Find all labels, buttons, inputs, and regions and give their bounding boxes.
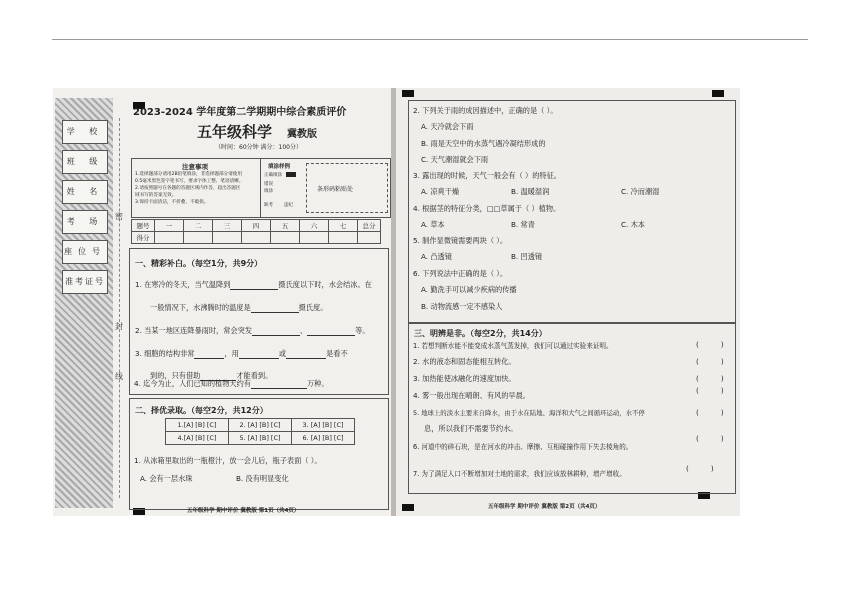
choice-option: A. 凉爽干燥 bbox=[421, 187, 460, 196]
judge-item-1: 1. 若想判断水能不能变成水蒸气蒸发掉，我们可以通过实验来证明。 bbox=[413, 342, 613, 350]
registration-mark bbox=[402, 504, 414, 511]
answer-choice-cell[interactable]: 6. [A] [B] [C] bbox=[292, 432, 355, 445]
fill-example-violation: 违纪 bbox=[284, 203, 293, 208]
seal-char-mi: 密 bbox=[115, 212, 123, 221]
judge-paren[interactable]: ( ) bbox=[686, 464, 714, 473]
choice-question-1: 1. 从冰箱里取出的一瓶橙汁，放一会儿后，瓶子表面（ ）。 bbox=[134, 456, 322, 465]
score-header-cell: 一 bbox=[155, 220, 184, 232]
fill-example-title: 填涂样例 bbox=[268, 164, 291, 170]
judge-item-6: 6. 河道中的碎石块，是在河水的冲击、摩擦、互相碰撞作用下失去棱角的。 bbox=[413, 443, 633, 451]
fill-question-3-cont: 到的，只有借助 才能看到。 bbox=[150, 371, 273, 380]
fill-example-correct: 正确填涂 bbox=[264, 173, 282, 178]
score-header-cell: 六 bbox=[300, 220, 329, 232]
score-header-cell: 题号 bbox=[132, 220, 155, 232]
judge-item-2: 2. 水的液态和固态能相互转化。 bbox=[413, 357, 516, 366]
judge-item-4: 4. 雾一般出现在晴朗、有风的早晨。 bbox=[413, 391, 530, 400]
judge-item-3: 3. 加热能使冰融化的速度加快。 bbox=[413, 374, 516, 383]
exam-header-title: 2023-2024 学年度第二学期期中综合素质评价 bbox=[133, 107, 347, 118]
score-header-cell: 总分 bbox=[358, 220, 381, 232]
top-divider-line bbox=[52, 39, 808, 40]
judge-item-5-cont: 息，所以我们不需要节约水。 bbox=[424, 424, 518, 433]
school-label: 学 校 bbox=[62, 120, 108, 144]
ticket-number-label: 准考证号 bbox=[62, 270, 108, 294]
time-score-info: （时间：60分钟 满分：100分） bbox=[215, 144, 302, 151]
fill-example-absent: 缺考 bbox=[264, 203, 273, 208]
judge-paren[interactable]: ( ) bbox=[696, 434, 724, 443]
notice-line: 域书写的答案无效。 bbox=[135, 193, 177, 198]
fill-question-3: 3. 细胞的结构非常 ，用 或 是看不 bbox=[135, 349, 348, 358]
score-cell[interactable] bbox=[213, 232, 242, 244]
answer-blank[interactable] bbox=[230, 280, 278, 290]
score-cell[interactable] bbox=[184, 232, 213, 244]
choice-option: B. 雨是天空中的水蒸气遇冷凝结形成的 bbox=[421, 139, 546, 148]
fill-example-wrong: 错误 bbox=[264, 182, 273, 187]
filled-box-sample bbox=[286, 172, 296, 177]
choice-option: B. 动物流感一定不感染人 bbox=[421, 302, 503, 311]
answer-choice-cell[interactable]: 5. [A] [B] [C] bbox=[229, 432, 292, 445]
subject-title: 五年级科学 bbox=[197, 123, 273, 141]
answer-blank[interactable] bbox=[307, 326, 355, 336]
exam-page-2 bbox=[396, 88, 740, 516]
judge-paren[interactable]: ( ) bbox=[696, 340, 724, 349]
choice-option: C. 冷而潮湿 bbox=[621, 187, 660, 196]
seal-dashed-line bbox=[119, 118, 120, 498]
score-cell[interactable] bbox=[242, 232, 271, 244]
class-label: 班 级 bbox=[62, 150, 108, 174]
seat-number-label: 座位号 bbox=[62, 240, 108, 264]
score-header-cell: 五 bbox=[271, 220, 300, 232]
choice-option: A. 天冷就会下雨 bbox=[421, 122, 474, 131]
score-cell[interactable] bbox=[155, 232, 184, 244]
answer-blank[interactable] bbox=[286, 349, 326, 359]
barcode-area bbox=[306, 163, 388, 213]
exam-photo bbox=[53, 88, 740, 516]
answer-grid bbox=[165, 418, 355, 445]
registration-mark bbox=[712, 90, 724, 97]
score-cell[interactable] bbox=[300, 232, 329, 244]
fill-question-1: 1. 在寒冷的冬天，当气温降到 摄氏度以下时，水会结冰。在 bbox=[135, 280, 372, 289]
fill-question-4: 4. 迄今为止，人们已知的植物大约有 万种。 bbox=[134, 379, 329, 388]
choice-question-5: 5. 制作显微镜需要两块（ ）。 bbox=[413, 236, 508, 245]
section2-title: 二、择优录取。（每空2分，共12分） bbox=[135, 406, 268, 415]
judge-paren[interactable]: ( ) bbox=[696, 357, 724, 366]
choice-option: A. 会有一层水珠 bbox=[140, 474, 193, 483]
choice-option: A. 勤洗手可以减少疾病的传播 bbox=[421, 285, 517, 294]
seal-char-xian: 线 bbox=[115, 372, 123, 381]
section1-box bbox=[129, 248, 389, 395]
notice-line: 1.选择题部分请用2B铅笔填涂，非选择题部分请使用 bbox=[135, 172, 242, 177]
section2-box bbox=[129, 398, 389, 510]
choice-option: B. 温暖湿润 bbox=[511, 187, 550, 196]
fill-question-2: 2. 当某一地区连降暴雨时，常会突发 、 等。 bbox=[135, 326, 370, 335]
score-header-cell: 二 bbox=[184, 220, 213, 232]
page2-footer: 五年级科学 期中评价 冀教版 第2页（共4页） bbox=[488, 504, 601, 510]
answer-blank[interactable] bbox=[239, 349, 279, 359]
judge-item-5: 5. 地球上的淡水主要来自降水，由于水在陆地、海洋和大气之间循环运动，水不停 bbox=[413, 409, 645, 417]
answer-choice-cell[interactable]: 3. [A] [B] [C] bbox=[292, 419, 355, 432]
answer-blank[interactable] bbox=[252, 326, 300, 336]
judge-paren[interactable]: ( ) bbox=[696, 374, 724, 383]
score-row-label: 得分 bbox=[132, 232, 155, 244]
answer-choice-cell[interactable]: 2. [A] [B] [C] bbox=[229, 419, 292, 432]
choice-option: B. 凹透镜 bbox=[511, 252, 543, 261]
notice-panel bbox=[131, 158, 391, 218]
fill-example-fill: 填涂 bbox=[264, 189, 273, 194]
section1-title: 一、精彩补白。（每空1分，共9分） bbox=[135, 259, 263, 268]
barcode-label: 条形码粘贴处 bbox=[317, 186, 354, 193]
page1-footer: 五年级科学 期中评价 冀教版 第1页（共4页） bbox=[187, 508, 300, 514]
section3-title: 三、明辨是非。（每空2分，共14分） bbox=[414, 329, 547, 338]
fill-question-1-cont: 一般情况下，水沸腾时的温度是 摄氏度。 bbox=[150, 303, 328, 312]
edition-label: 冀教版 bbox=[287, 129, 317, 140]
score-cell[interactable] bbox=[358, 232, 381, 244]
student-info-strip bbox=[55, 98, 113, 508]
choice-option: A. 凸透镜 bbox=[421, 252, 452, 261]
judge-paren[interactable]: ( ) bbox=[696, 408, 724, 417]
notice-line: 0.5毫米黑色签字笔书写，要求字体工整、笔迹清晰。 bbox=[135, 179, 244, 184]
choice-question-3: 3. 露出现的时候，天气一般会有（ ）的特征。 bbox=[413, 171, 561, 180]
choice-question-2: 2. 下列关于雨的成因描述中，正确的是（ ）。 bbox=[413, 106, 558, 115]
seal-char-feng: 封 bbox=[115, 322, 123, 331]
choice-option: C. 木本 bbox=[621, 220, 645, 229]
score-cell[interactable] bbox=[329, 232, 358, 244]
answer-blank[interactable] bbox=[251, 379, 307, 389]
answer-choice-cell[interactable]: 4.[A] [B] [C] bbox=[166, 432, 229, 445]
choice-option: C. 天气潮湿就会下雨 bbox=[421, 155, 489, 164]
name-label: 姓 名 bbox=[62, 180, 108, 204]
choice-option: A. 草本 bbox=[421, 220, 445, 229]
score-cell[interactable] bbox=[271, 232, 300, 244]
notice-title: 注意事项 bbox=[182, 163, 208, 171]
registration-mark bbox=[402, 90, 414, 97]
answer-blank[interactable] bbox=[194, 349, 224, 359]
notice-line: 2.请按照题号在各题的答题区域内作答，超出答题区 bbox=[135, 186, 241, 191]
score-header-cell: 三 bbox=[213, 220, 242, 232]
answer-choice-cell[interactable]: 1.[A] [B] [C] bbox=[166, 419, 229, 432]
notice-line: 3.保持卡面清洁，不折叠、不破损。 bbox=[135, 200, 209, 205]
score-header-cell: 七 bbox=[329, 220, 358, 232]
exam-page-1 bbox=[53, 88, 391, 516]
choice-option: B. 常青 bbox=[511, 220, 535, 229]
judge-item-7: 7. 为了满足人口不断增加对土地的需求，我们应该放林耕种，增产增收。 bbox=[413, 470, 626, 478]
score-table bbox=[131, 219, 381, 244]
score-header-cell: 四 bbox=[242, 220, 271, 232]
choice-question-6: 6. 下列说法中正确的是（ ）。 bbox=[413, 269, 508, 278]
judge-paren[interactable]: ( ) bbox=[696, 386, 724, 395]
exam-room-label: 考 场 bbox=[62, 210, 108, 234]
choice-option: B. 没有明显变化 bbox=[236, 474, 289, 483]
answer-blank[interactable] bbox=[251, 303, 299, 313]
choice-question-4: 4. 根据茎的特征分类，□□草属于（ ）植物。 bbox=[413, 204, 561, 213]
